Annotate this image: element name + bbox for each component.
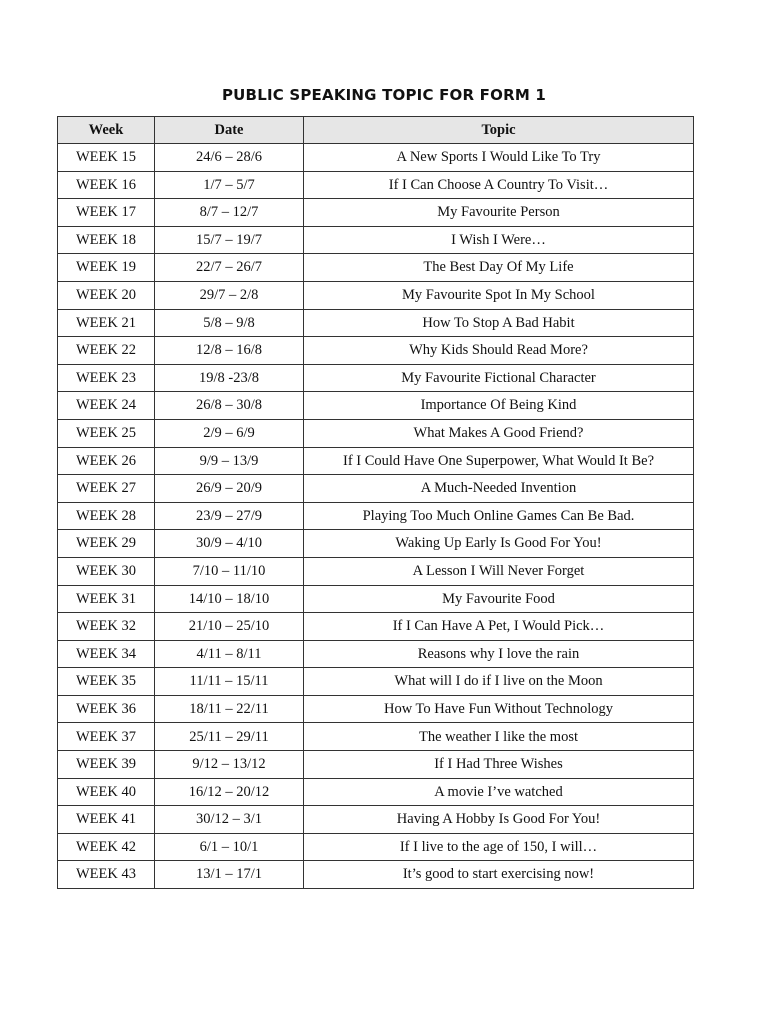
week-cell: WEEK 40 (58, 778, 155, 806)
table-row (58, 668, 694, 696)
table-row (58, 640, 694, 668)
date-cell: 7/10 – 11/10 (155, 557, 304, 585)
topic-cell: A New Sports I Would Like To Try (304, 144, 694, 172)
topic-cell: Importance Of Being Kind (304, 392, 694, 420)
week-cell: WEEK 30 (58, 557, 155, 585)
date-cell: 2/9 – 6/9 (155, 419, 304, 447)
week-cell: WEEK 42 (58, 833, 155, 861)
week-cell: WEEK 35 (58, 668, 155, 696)
week-cell: WEEK 31 (58, 585, 155, 613)
date-cell: 13/1 – 17/1 (155, 861, 304, 889)
topic-cell: What Makes A Good Friend? (304, 419, 694, 447)
week-cell: WEEK 23 (58, 364, 155, 392)
week-cell: WEEK 21 (58, 309, 155, 337)
table-row (58, 254, 694, 282)
table-row (58, 557, 694, 585)
topic-table (57, 116, 694, 889)
topic-cell: My Favourite Person (304, 199, 694, 227)
topic-cell: If I Could Have One Superpower, What Would It Be? (304, 447, 694, 475)
header-row (58, 117, 694, 144)
date-cell: 29/7 – 2/8 (155, 281, 304, 309)
page-title: PUBLIC SPEAKING TOPIC FOR FORM 1 (221, 86, 546, 104)
table-row (58, 530, 694, 558)
week-cell: WEEK 34 (58, 640, 155, 668)
date-cell: 14/10 – 18/10 (155, 585, 304, 613)
week-cell: WEEK 18 (58, 226, 155, 254)
table-row (58, 861, 694, 889)
topic-cell: If I Can Have A Pet, I Would Pick… (304, 613, 694, 641)
topic-cell: The Best Day Of My Life (304, 254, 694, 282)
date-cell: 25/11 – 29/11 (155, 723, 304, 751)
topic-cell: If I live to the age of 150, I will… (304, 833, 694, 861)
date-cell: 22/7 – 26/7 (155, 254, 304, 282)
week-cell: WEEK 26 (58, 447, 155, 475)
date-cell: 16/12 – 20/12 (155, 778, 304, 806)
table-header (58, 117, 694, 144)
table-row (58, 833, 694, 861)
week-cell: WEEK 27 (58, 475, 155, 503)
topic-cell: If I Had Three Wishes (304, 751, 694, 779)
week-cell: WEEK 15 (58, 144, 155, 172)
week-cell: WEEK 24 (58, 392, 155, 420)
topic-cell: The weather I like the most (304, 723, 694, 751)
week-cell: WEEK 29 (58, 530, 155, 558)
date-cell: 21/10 – 25/10 (155, 613, 304, 641)
table-row (58, 751, 694, 779)
table-row (58, 585, 694, 613)
table-row (58, 419, 694, 447)
table-row (58, 778, 694, 806)
table-row (58, 502, 694, 530)
table-row (58, 723, 694, 751)
header-date: Date (155, 117, 304, 144)
table-row (58, 447, 694, 475)
topic-cell: Reasons why I love the rain (304, 640, 694, 668)
date-cell: 12/8 – 16/8 (155, 337, 304, 365)
week-cell: WEEK 20 (58, 281, 155, 309)
date-cell: 26/9 – 20/9 (155, 475, 304, 503)
topic-cell: Playing Too Much Online Games Can Be Bad. (304, 502, 694, 530)
table-row (58, 392, 694, 420)
week-cell: WEEK 19 (58, 254, 155, 282)
week-cell: WEEK 28 (58, 502, 155, 530)
week-cell: WEEK 36 (58, 695, 155, 723)
table-row (58, 199, 694, 227)
date-cell: 4/11 – 8/11 (155, 640, 304, 668)
topic-cell: My Favourite Spot In My School (304, 281, 694, 309)
week-cell: WEEK 41 (58, 806, 155, 834)
date-cell: 6/1 – 10/1 (155, 833, 304, 861)
topic-cell: Having A Hobby Is Good For You! (304, 806, 694, 834)
table-row (58, 309, 694, 337)
table-row (58, 475, 694, 503)
week-cell: WEEK 22 (58, 337, 155, 365)
header-week: Week (58, 117, 155, 144)
week-cell: WEEK 37 (58, 723, 155, 751)
table-row (58, 364, 694, 392)
week-cell: WEEK 43 (58, 861, 155, 889)
date-cell: 30/12 – 3/1 (155, 806, 304, 834)
week-cell: WEEK 32 (58, 613, 155, 641)
date-cell: 5/8 – 9/8 (155, 309, 304, 337)
topic-cell: My Favourite Fictional Character (304, 364, 694, 392)
topic-cell: My Favourite Food (304, 585, 694, 613)
date-cell: 23/9 – 27/9 (155, 502, 304, 530)
topic-cell: A movie I’ve watched (304, 778, 694, 806)
table-row (58, 144, 694, 172)
topic-cell: Why Kids Should Read More? (304, 337, 694, 365)
topic-cell: A Much-Needed Invention (304, 475, 694, 503)
week-cell: WEEK 39 (58, 751, 155, 779)
date-cell: 18/11 – 22/11 (155, 695, 304, 723)
header-topic: Topic (304, 117, 694, 144)
date-cell: 8/7 – 12/7 (155, 199, 304, 227)
date-cell: 1/7 – 5/7 (155, 171, 304, 199)
topic-cell: What will I do if I live on the Moon (304, 668, 694, 696)
date-cell: 19/8 -23/8 (155, 364, 304, 392)
date-cell: 26/8 – 30/8 (155, 392, 304, 420)
week-cell: WEEK 17 (58, 199, 155, 227)
date-cell: 24/6 – 28/6 (155, 144, 304, 172)
table-row (58, 337, 694, 365)
topic-cell: Waking Up Early Is Good For You! (304, 530, 694, 558)
topic-cell: If I Can Choose A Country To Visit… (304, 171, 694, 199)
table-row (58, 613, 694, 641)
table-body (58, 144, 694, 889)
topic-cell: How To Have Fun Without Technology (304, 695, 694, 723)
table-row (58, 281, 694, 309)
week-cell: WEEK 25 (58, 419, 155, 447)
table-row (58, 806, 694, 834)
date-cell: 11/11 – 15/11 (155, 668, 304, 696)
topic-cell: How To Stop A Bad Habit (304, 309, 694, 337)
date-cell: 9/12 – 13/12 (155, 751, 304, 779)
topic-cell: It’s good to start exercising now! (304, 861, 694, 889)
table-row (58, 171, 694, 199)
date-cell: 30/9 – 4/10 (155, 530, 304, 558)
week-cell: WEEK 16 (58, 171, 155, 199)
table-row (58, 695, 694, 723)
date-cell: 9/9 – 13/9 (155, 447, 304, 475)
table-row (58, 226, 694, 254)
topic-cell: A Lesson I Will Never Forget (304, 557, 694, 585)
topic-cell: I Wish I Were… (304, 226, 694, 254)
date-cell: 15/7 – 19/7 (155, 226, 304, 254)
